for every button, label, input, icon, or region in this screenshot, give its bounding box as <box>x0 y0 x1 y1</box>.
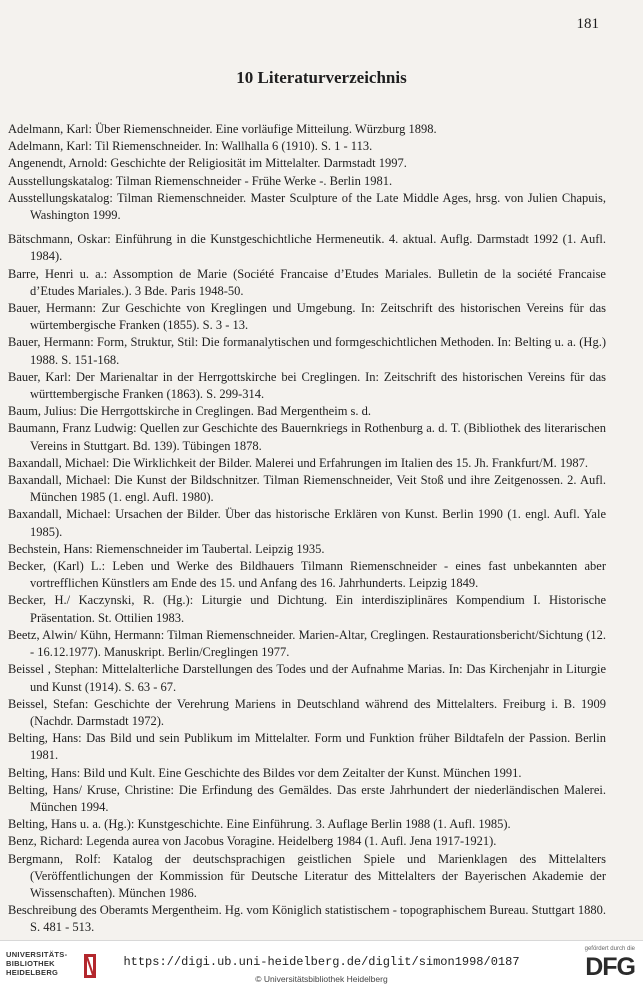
bibliography-entry: Beschreibung des Oberamts Mergentheim. Hg. vom Königlich statistischem - topographischem Bureau. Stuttgart 1880. S. 481 - 513. <box>8 903 606 935</box>
bibliography-entry: Beetz, Alwin/ Kühn, Hermann: Tilman Riemenschneider. Marien-Altar, Creglingen. Restaurationsbericht/Sichtung (12. - 16.12.1977). Manuskript. Berlin/Creglingen 1977. <box>8 627 606 660</box>
bibliography-entry: Barre, Henri u. a.: Assomption de Marie (Société Francaise d’Etudes Mariales. Bulletin de la société Francaise d’Etudes Mariales.). 3 Bde. Paris 1948-50. <box>8 266 606 298</box>
bibliography-entry: Angenendt, Arnold: Geschichte der Religiosität im Mittelalter. Darmstadt 1997. <box>8 156 407 171</box>
bibliography-entry: Beissel, Stefan: Geschichte der Verehrung Mariens in Deutschland während des Mittelalters. Freiburg i. B. 1909 (Nachdr. Darmstadt 1972). <box>8 696 606 728</box>
bibliography-entry: Beissel , Stephan: Mittelalterliche Darstellungen des Todes und der Aufnahme Marias. In: Das Kirchenjahr in Liturgie und Kunst (1914). S. 63 - 67. <box>8 662 606 694</box>
bibliography-entry: Becker, H./ Kaczynski, R. (Hg.): Liturgie und Dichtung. Ein interdisziplinäres Kompendium I. Historische Präsentation. St. Ottilien 1983. <box>8 593 606 625</box>
chapter-title: 10 Literaturverzeichnis <box>236 68 407 87</box>
bibliography-entry: Belting, Hans/ Kruse, Christine: Die Erfindung des Gemäldes. Das erste Jahrhundert der niederländischen Malerei. München 1994. <box>8 782 606 814</box>
viewer-footer <box>0 940 643 992</box>
bibliography-entry: Bauer, Karl: Der Marienaltar in der Herrgottskirche bei Creglingen. In: Zeitschrift des historischen Vereins für das württembergische Franken (1863). S. 299-314. <box>8 369 606 402</box>
page-number: 181 <box>576 16 599 32</box>
bibliography-entry: Adelmann, Karl: Til Riemenschneider. In: Wallhalla 6 (1910). S. 1 - 113. <box>8 139 373 154</box>
library-name-line: BIBLIOTHEK <box>6 959 55 968</box>
bibliography-entry: Belting, Hans u. a. (Hg.): Kunstgeschichte. Eine Einführung. 3. Auflage Berlin 1988 (1. Aufl. 1985). <box>8 817 511 832</box>
bibliography-entry: Becker, (Karl) L.: Leben und Werke des Bildhauers Tilmann Riemenschneider - eines fast unbekannten aber vortrefflichen Künstlers am Ende des 15. und Anfang des 16. Jahrhunderts. Leipzig 1849. <box>8 559 606 591</box>
permalink-url[interactable]: https://digi.ub.uni-heidelberg.de/diglit/simon1998/0187 <box>123 955 520 969</box>
library-name-line: UNIVERSITÄTS- <box>6 950 68 959</box>
bibliography-entry: Baumann, Franz Ludwig: Quellen zur Geschichte des Bauernkriegs in Rothenburg a. d. T. (Bibliothek des literarischen Vereins in Stuttgart. Bd. 139). Tübingen 1878. <box>8 421 606 453</box>
bibliography-entry: Ausstellungskatalog: Tilman Riemenschneider - Frühe Werke -. Berlin 1981. <box>8 173 393 188</box>
bibliography-entry: Bauer, Hermann: Zur Geschichte von Kreglingen und Umgebung. In: Zeitschrift des historischen Vereins für das würtembergische Franken (1855). S. 3 - 13. <box>8 301 606 333</box>
bibliography-entry: Baxandall, Michael: Die Wirklichkeit der Bilder. Malerei und Erfahrungen im Italien des 15. Jh. Frankfurt/M. 1987. <box>8 455 589 470</box>
dfg-funding[interactable] <box>569 945 635 989</box>
bibliography-entry: Ausstellungskatalog: Tilman Riemenschneider. Master Sculpture of the Late Middle Ages, hrsg. von Julien Chapuis, Washington 1999. <box>8 190 606 223</box>
bibliography-entry: Bätschmann, Oskar: Einführung in die Kunstgeschichtliche Hermeneutik. 4. aktual. Auflg. Darmstadt 1992 (1. Aufl. 1984). <box>8 232 606 264</box>
bibliography-entry: Belting, Hans: Bild und Kult. Eine Geschichte des Bildes vor dem Zeitalter der Kunst. München 1991. <box>8 765 522 780</box>
bibliography-list <box>8 121 606 937</box>
bibliography-entry: Bergmann, Rolf: Katalog der deutschsprachigen geistlichen Spiele und Marienklagen des Mittelalters (Veröffentlichungen der Kommission für Deutsche Literatur des Mittelalters der Bayerischen Akademie der Wissenschaften). München 1986. <box>8 851 606 900</box>
bibliography-entry: Belting, Hans: Das Bild und sein Publikum im Mittelalter. Form und Funktion früher Bildtafeln der Passion. Berlin 1981. <box>8 731 606 763</box>
bibliography-entry: Bauer, Hermann: Form, Struktur, Stil: Die formanalytischen und formgeschichtlichen Methoden. In: Belting u. a. (Hg.) 1988. S. 151-168. <box>8 335 606 367</box>
copyright-notice: © Universitätsbibliothek Heidelberg <box>255 974 388 984</box>
bibliography-entry: Baxandall, Michael: Ursachen der Bilder. Über das historische Erklären von Kunst. Berlin 1990 (1. engl. Aufl. Yale 1985). <box>8 507 606 539</box>
bibliography-entry: Baum, Julius: Die Herrgottskirche in Creglingen. Bad Mergentheim s. d. <box>8 404 372 419</box>
library-name-line: HEIDELBERG <box>6 968 59 977</box>
bibliography-entry: Adelmann, Karl: Über Riemenschneider. Eine vorläufige Mitteilung. Würzburg 1898. <box>8 122 437 136</box>
bibliography-entry: Bechstein, Hans: Riemenschneider im Taubertal. Leipzig 1935. <box>8 541 325 556</box>
bibliography-entry: Baxandall, Michael: Die Kunst der Bildschnitzer. Tilman Riemenschneider, Veit Stoß und ihre Zeitgenossen. 2. Aufl. München 1985 (1. engl. Aufl. 1980). <box>8 473 606 505</box>
dfg-logo-icon: DFG <box>585 953 635 981</box>
bibliography-entry: Benz, Richard: Legenda aurea von Jacobus Voragine. Heidelberg 1984 (1. Aufl. Jena 1917-1921). <box>8 834 497 849</box>
funding-caption: gefördert durch die <box>584 946 635 952</box>
